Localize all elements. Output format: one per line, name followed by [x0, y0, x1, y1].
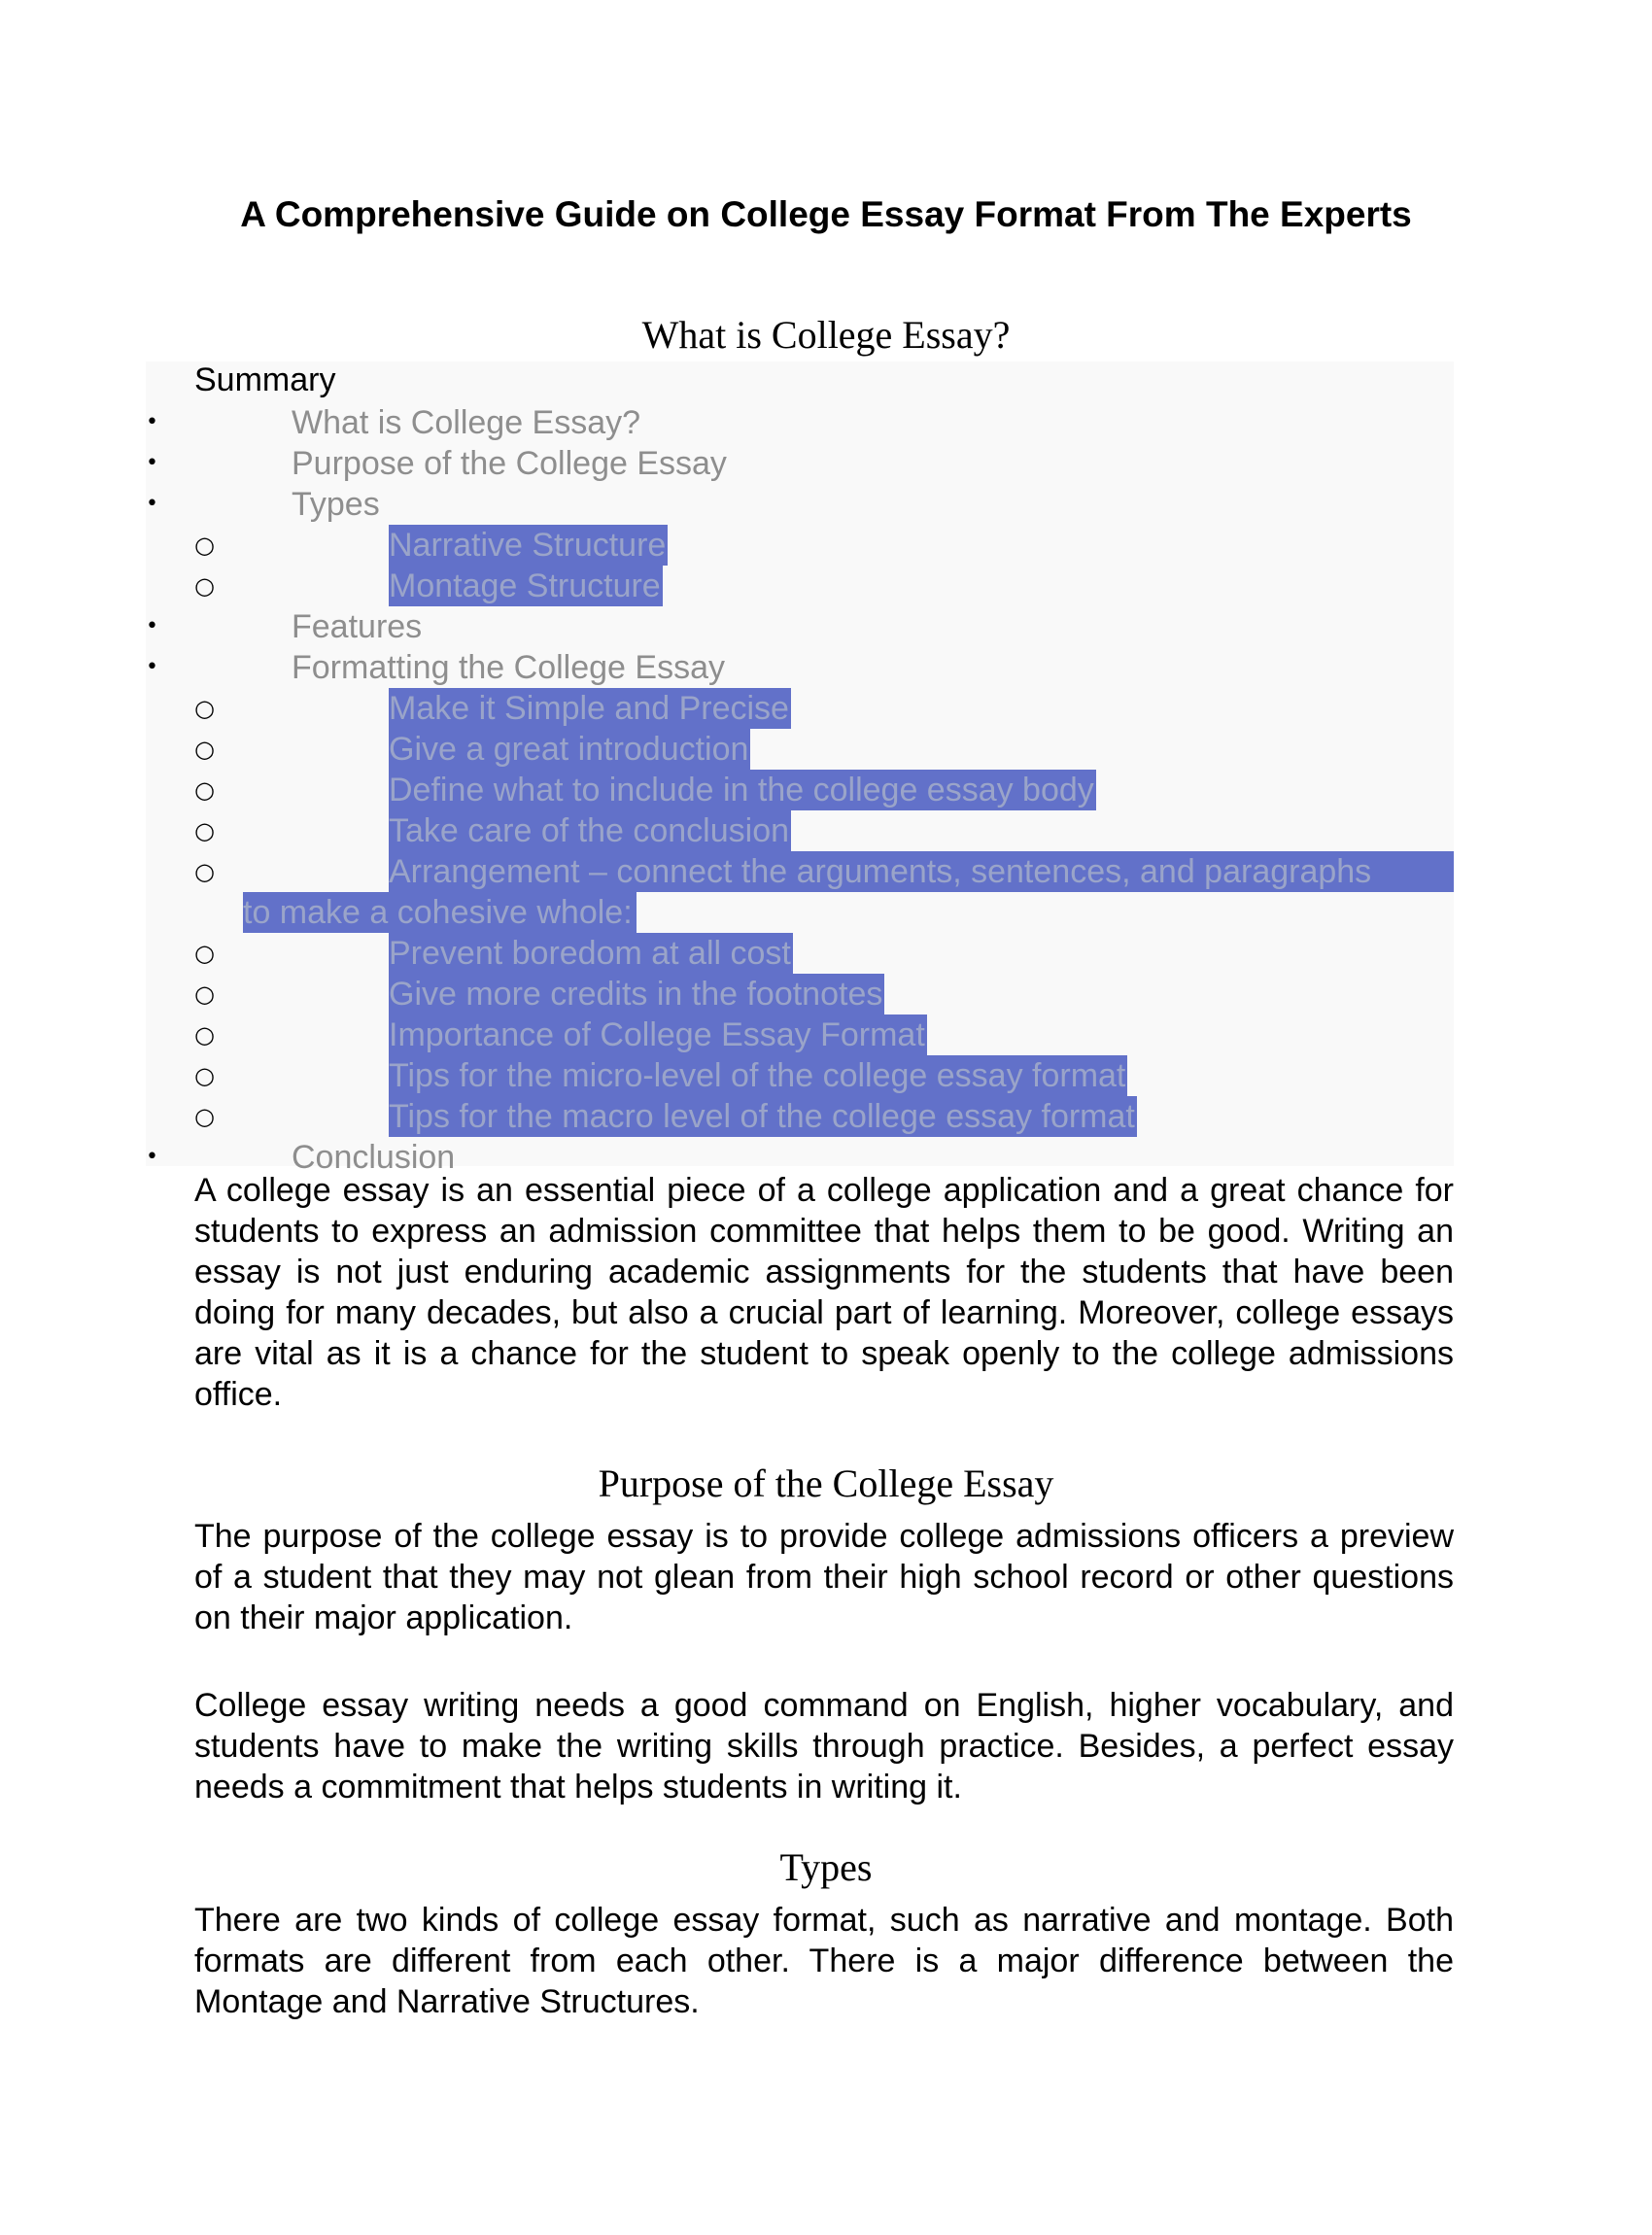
toc-item-label[interactable]: Formatting the College Essay [292, 649, 725, 686]
toc-item[interactable] [0, 606, 1458, 647]
bullet-icon: • [146, 410, 158, 434]
toc-subitem-label-continued[interactable]: to make a cohesive whole: [243, 892, 637, 933]
toc-item-label[interactable]: Conclusion [292, 1139, 456, 1176]
circle-bullet-icon: ○ [194, 817, 215, 844]
toc-subitem[interactable] [0, 1055, 1458, 1096]
toc-item-label[interactable]: What is College Essay? [292, 404, 641, 441]
toc-subitem-label[interactable]: Give more credits in the footnotes [389, 976, 883, 1013]
toc-subitem[interactable] [0, 974, 1458, 1014]
toc-subitem-label[interactable]: Prevent boredom at all cost [389, 935, 791, 972]
circle-bullet-icon: ○ [194, 980, 215, 1008]
bullet-icon: • [146, 451, 158, 475]
circle-bullet-icon: ○ [194, 572, 215, 600]
circle-bullet-icon: ○ [194, 532, 215, 559]
toc-subitem-label[interactable]: Tips for the micro-level of the college essay format [389, 1057, 1126, 1094]
circle-bullet-icon: ○ [194, 858, 215, 885]
toc-subitem[interactable] [0, 933, 1458, 974]
toc-subitem-label[interactable]: Define what to include in the college essay body [389, 772, 1094, 808]
toc-subitem-wrapped [0, 851, 1458, 933]
bullet-icon: • [146, 492, 158, 516]
heading-types: Types [779, 1845, 873, 1889]
toc-item-label[interactable]: Purpose of the College Essay [292, 445, 727, 482]
purpose-paragraph-2: College essay writing needs a good command on English, higher vocabulary, and students have to make the writing skills through practice. Besides, a perfect essay needs a commitment that helps students in writing it. [194, 1687, 1454, 1805]
toc-subitem-label[interactable]: Montage Structure [389, 567, 661, 604]
toc-item[interactable] [0, 647, 1458, 688]
toc-subitem-label[interactable]: Narrative Structure [389, 527, 667, 564]
toc-subitem[interactable] [0, 851, 1458, 933]
purpose-paragraph-1: The purpose of the college essay is to provide college admissions officers a preview of a student that they may not glean from their high school record or other questions on their major application. [194, 1518, 1454, 1636]
bullet-icon: • [146, 614, 158, 638]
circle-bullet-icon: ○ [194, 776, 215, 804]
toc-subitem-label[interactable]: Give a great introduction [389, 731, 749, 768]
circle-bullet-icon: ○ [194, 695, 215, 722]
toc-subitem[interactable] [0, 525, 1458, 566]
toc-subitem-label[interactable]: Take care of the conclusion [389, 812, 790, 849]
toc-subitem-label[interactable]: Importance of College Essay Format [389, 1016, 925, 1053]
toc-subitem-label[interactable]: Arrangement – connect the arguments, sentences, and paragraphs [389, 851, 1454, 892]
circle-bullet-icon: ○ [194, 736, 215, 763]
circle-bullet-icon: ○ [194, 1062, 215, 1089]
circle-bullet-icon: ○ [194, 1021, 215, 1049]
heading-what-is-college-essay: What is College Essay? [641, 313, 1011, 357]
toc-subitem-label[interactable]: Tips for the macro level of the college essay format [389, 1098, 1135, 1135]
toc-item[interactable] [0, 484, 1458, 525]
toc-item-label[interactable]: Features [292, 608, 423, 645]
bullet-icon: • [146, 1145, 158, 1169]
circle-bullet-icon: ○ [194, 940, 215, 967]
toc-item[interactable] [0, 402, 1458, 443]
bullet-icon: • [146, 655, 158, 679]
toc-subitem[interactable] [0, 810, 1458, 851]
types-paragraph: There are two kinds of college essay format, such as narrative and montage. Both formats are different from each other. There is a major difference between the Montage and Narrative Structures. [194, 1902, 1454, 2020]
toc-item-label[interactable]: Types [292, 486, 380, 523]
toc-item[interactable] [0, 443, 1458, 484]
toc-subitem[interactable] [0, 1014, 1458, 1055]
heading-purpose: Purpose of the College Essay [598, 1461, 1054, 1505]
intro-paragraph: A college essay is an essential piece of a college application and a great chance for students to express an admission committee that helps them to be good. Writing an essay is not just enduring academic assignments for the students that have been doing for many decades, but also a crucial part of learning. Moreover, college essays are vital as it is a chance for the student to speak openly to the college admissions office. [194, 1172, 1454, 1413]
toc-subitem[interactable] [0, 770, 1458, 810]
document-title: A Comprehensive Guide on College Essay Format From The Experts [240, 194, 1412, 234]
toc-subitem[interactable] [0, 729, 1458, 770]
summary-label: Summary [194, 361, 336, 398]
toc-subitem[interactable] [0, 1096, 1458, 1137]
toc-subitem[interactable] [0, 566, 1458, 606]
toc-subitem-label[interactable]: Make it Simple and Precise [389, 690, 789, 727]
circle-bullet-icon: ○ [194, 1103, 215, 1130]
toc-subitem[interactable] [0, 688, 1458, 729]
